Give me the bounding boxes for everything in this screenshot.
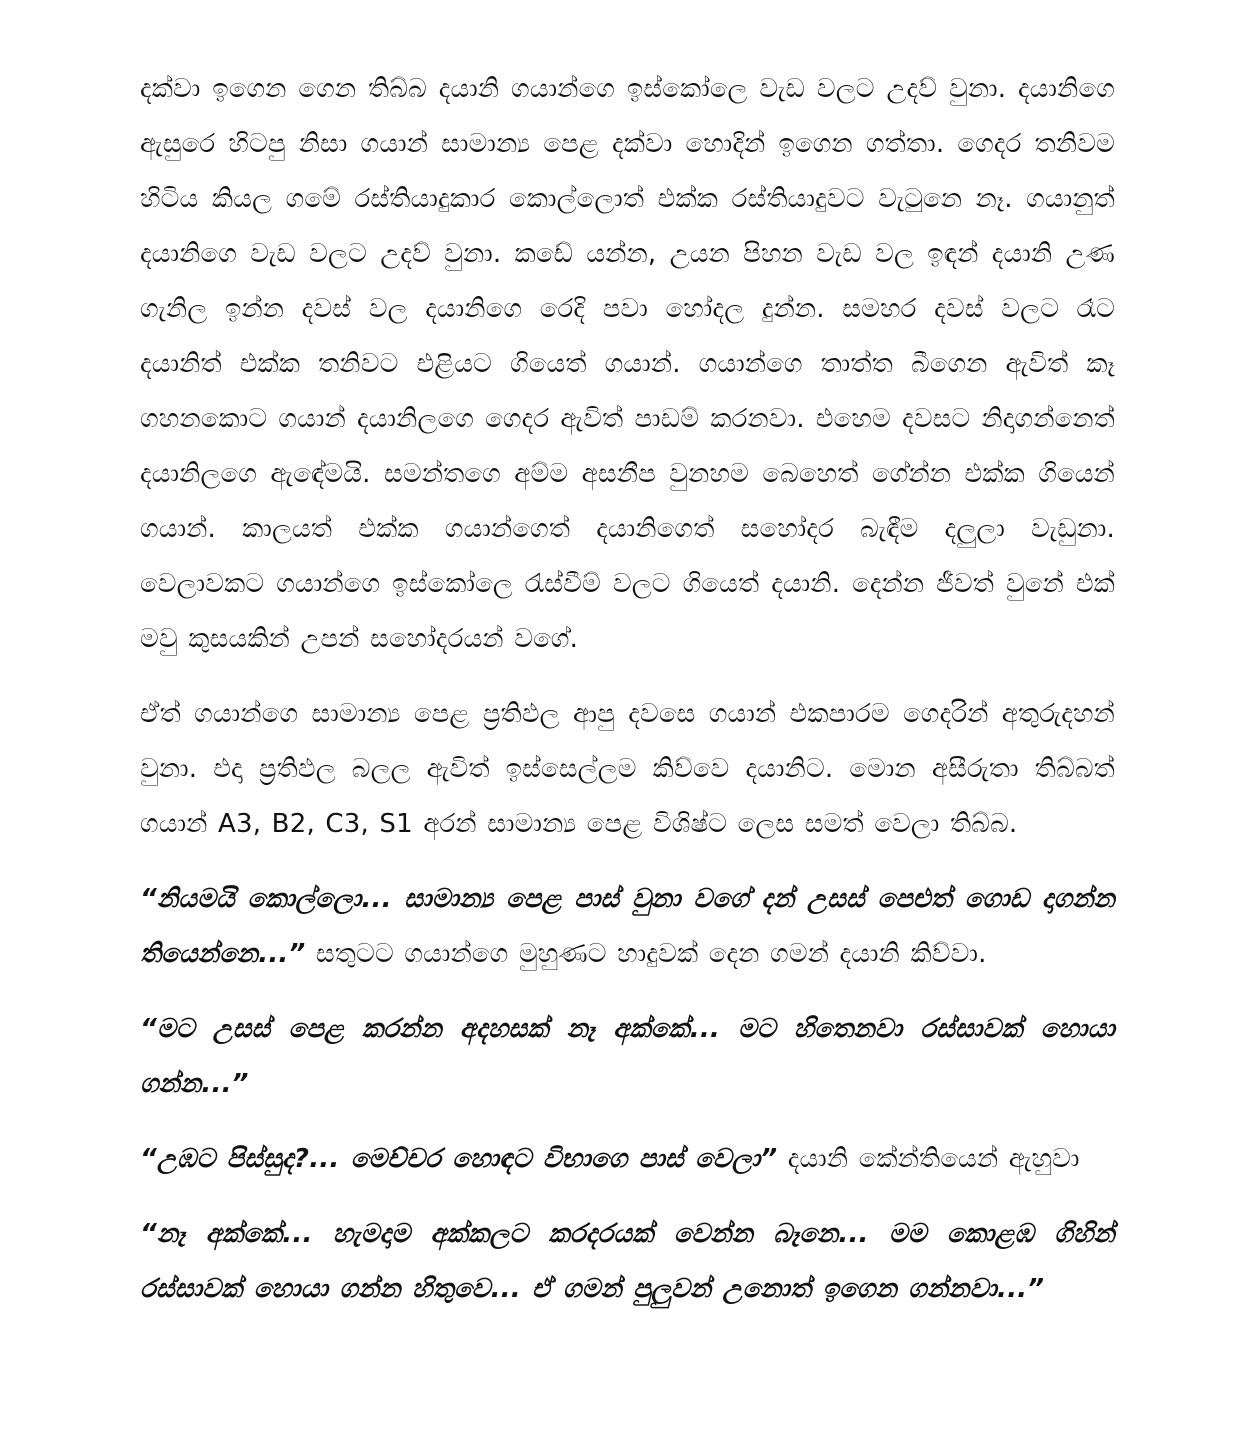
dialogue-paragraph-3 (140, 1132, 1115, 1187)
text-block (140, 62, 1115, 1337)
body-paragraph-2: ඒත් ගයාන්ගෙ සාමාන්‍ය පෙළ ප්‍රතිඵල ආපු දවසෙ ගයාන් එකපාරම ගෙදරින් අතුරුදහන් වුනා. එදා ප්‍රතිඵල බලල ඇවිත් ඉස්සෙල්ලම කිව්වෙ දයානිට. මොන අසීරුතා තිබ්බත් ගයාන් A3, B2, C3, S1 අරන් සාමාන්‍ය පෙළ විශිෂ්ට ලෙස සමත් වෙලා තිබ්බ. (140, 699, 1115, 839)
dialogue-paragraph-1 (140, 872, 1115, 982)
dialogue-attribution-1: සතුටට ගයාන්ගෙ මුහුණට හාදුවක් දෙන ගමන් දයානි කිව්වා. (305, 939, 987, 969)
dialogue-quote-4: “නෑ අක්කේ... හැමදාම අක්කලට කරදරයක් වෙන්න බෑනෙ... මම කොළඹ ගිහින් රස්සාවක් හොයා ගන්න හිතුවෙ... ඒ ගමන් පුලුවන් උනොත් ඉගෙන ගන්නවා...” (140, 1219, 1115, 1304)
body-paragraph-1: දක්වා ඉගෙන ගෙන තිබ්බ දයානි ගයාන්ගෙ ඉස්කෝලෙ වැඩ වලට උදව් වුනා. දයානිගෙ ඇසුරෙ හිටපු නිසා ගයාන් සාමාන්‍ය පෙළ දක්වා හොදින් ඉගෙන ගත්තා. ගෙදර තනිවම හිටිය කියල ගමේ රස්තියාදුකාර කොල්ලොත් එක්ක රස්තියාදුවට වැටුනෙ නෑ. ගයානුත් දයානිගෙ වැඩ වලට උදව් වුනා. කඩේ යන්න, උයන පිහන වැඩ වල ඉඳන් දයානි උණ ගැනිල ඉන්න දවස් වල දයානිගෙ රෙදි පවා හෝදල දුන්න. සමහර දවස් වලට රෑට දයානිත් එක්ක තනිවට එළියට ගියෙත් ගයාන්. ගයාන්ගෙ තාත්ත බීගෙන ඇවිත් කෑ ගහනකොට ගයාන් දයානිලගෙ ගෙදර ඇවිත් පාඩම් කරනවා. එහෙම දවසට නිදාගන්නෙත් දයානිලගෙ ඇඳේමයි. සමන්තගෙ අම්ම අසනීප වුනහම බෙහෙත් ගේන්න එක්ක ගියෙන් ගයාන්. කාලයත් එක්ක ගයාන්ගෙත් දයානිගෙත් සහෝදර බැඳීම දලුලා වැඩුනා. වෙලාවකට ගයාන්ගෙ ඉස්කෝලෙ රැස්වීම් වලට ගියෙත් දයානි. දෙන්න ජීවත් වුනේ එක් මවු කුසයකින් උපන් සහෝදරයන් වගේ. (140, 74, 1115, 654)
dialogue-attribution-3: දයානි කේන්තියෙන් ඇහුවා (777, 1144, 1080, 1174)
dialogue-quote-1: “නියමයි කොල්ලො... සාමාන්‍ය පෙළ පාස් වුනා වගේ දන් උසස් පෙළුත් ගොඩ දාගන්න තියෙන්නෙ...” (140, 884, 1115, 969)
dialogue-quote-2: “මට උසස් පෙළ කරන්න අදහසක් නෑ අක්කේ... මට හිතෙනවා රස්සාවක් හොයා ගන්න...” (140, 1014, 1115, 1099)
dialogue-quote-3: “උඹට පිස්සුද?... මෙච්චර හොඳට විභාගෙ පාස් වෙලා” (140, 1144, 778, 1174)
